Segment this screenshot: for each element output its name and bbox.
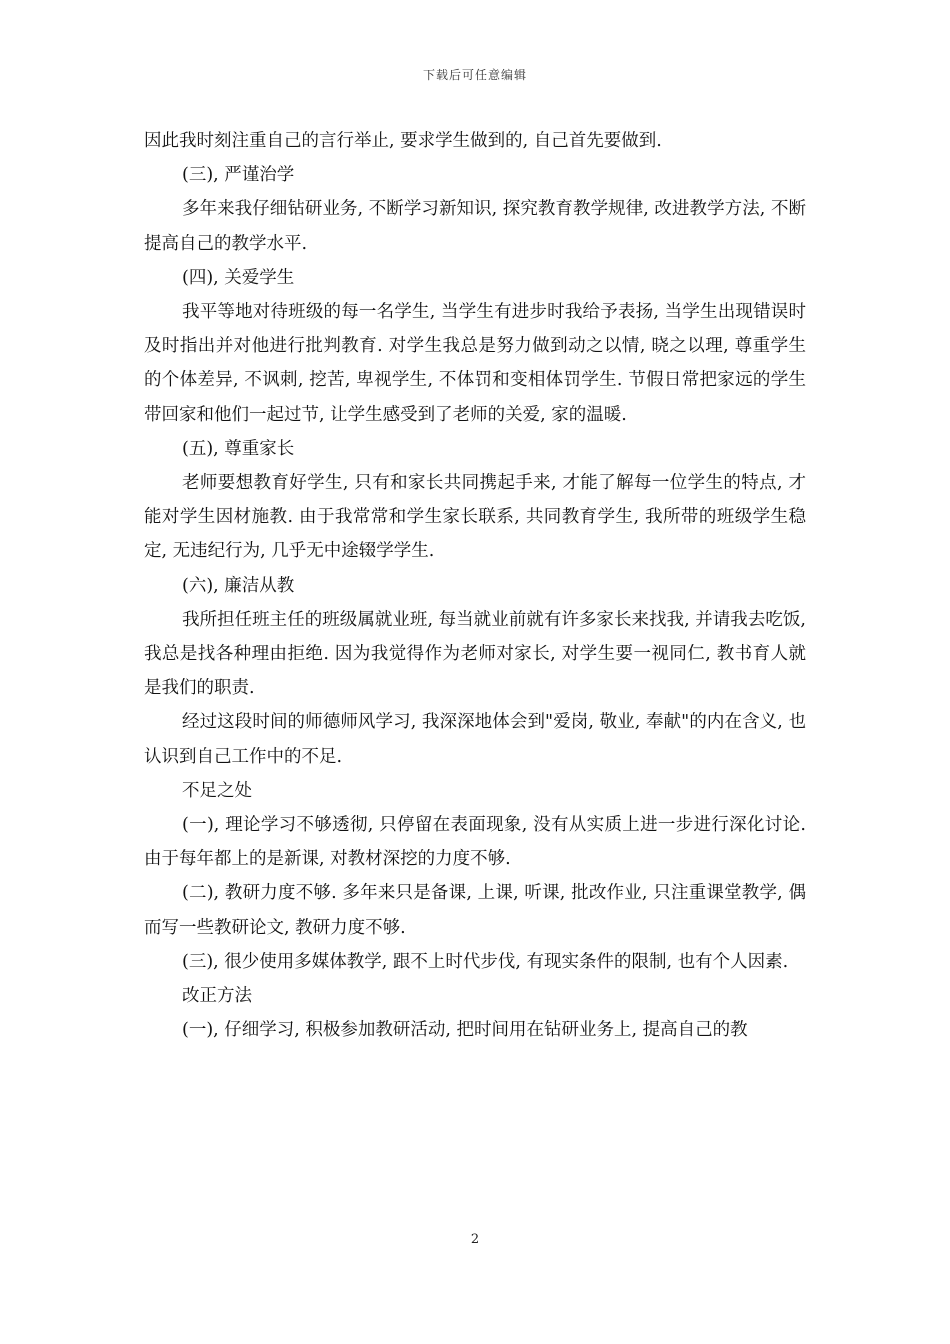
paragraph: 多年来我仔细钻研业务, 不断学习新知识, 探究教育教学规律, 改进教学方法, 不断提高自己的教学水平. [144, 199, 806, 254]
section-heading: (五), 尊重家长 [182, 438, 295, 459]
paragraph: 经过这段时间的师德师风学习, 我深深地体会到"爱岗, 敬业, 奉献"的内在含义, 也认识到自己工作中的不足. [144, 712, 806, 767]
paragraph: 因此我时刻注重自己的言行举止, 要求学生做到的, 自己首先要做到. [144, 131, 662, 151]
paragraph: (一), 理论学习不够透彻, 只停留在表面现象, 没有从实质上进一步进行深化讨论. 由于每年都上的是新课, 对教材深挖的力度不够. [144, 815, 806, 870]
page-number: 2 [470, 1232, 480, 1247]
paragraph: (二), 教研力度不够. 多年来只是备课, 上课, 听课, 批改作业, 只注重课堂教学, 偶而写一些教研论文, 教研力度不够. [144, 883, 806, 938]
paragraph: 我平等地对待班级的每一名学生, 当学生有进步时我给予表扬, 当学生出现错误时及时指出并对他进行批判教育. 对学生我总是努力做到动之以情, 晓之以理, 尊重学生的个体差异, 不讽刺, 挖苦, 卑视学生, 不体罚和变相体罚学生. 节假日常把家远的学生带回家和他们一起过节, 让学生感受到了老师的关爱, 家的温暖. [144, 302, 806, 425]
section-heading: 不足之处 [182, 780, 252, 801]
page-header: 下载后可任意编辑 [422, 68, 527, 82]
paragraph: (一), 仔细学习, 积极参加教研活动, 把时间用在钻研业务上, 提高自己的教 [182, 1020, 748, 1041]
paragraph: (三), 很少使用多媒体教学, 跟不上时代步伐, 有现实条件的限制, 也有个人因素. [182, 951, 789, 972]
section-heading: (四), 关爱学生 [182, 267, 295, 288]
document-body [144, 124, 806, 1047]
section-heading: 改正方法 [182, 986, 252, 1007]
section-heading: (三), 严谨治学 [182, 165, 295, 186]
section-heading: (六), 廉洁从教 [182, 575, 295, 596]
paragraph: 老师要想教育好学生, 只有和家长共同携起手来, 才能了解每一位学生的特点, 才能对学生因材施教. 由于我常常和学生家长联系, 共同教育学生, 我所带的班级学生稳定, 无违纪行为, 几乎无中途辍学学生. [144, 473, 806, 562]
paragraph: 我所担任班主任的班级属就业班, 每当就业前就有许多家长来找我, 并请我去吃饭, 我总是找各种理由拒绝. 因为我觉得作为老师对家长, 对学生要一视同仁, 教书育人就是我们的职责. [144, 609, 806, 699]
